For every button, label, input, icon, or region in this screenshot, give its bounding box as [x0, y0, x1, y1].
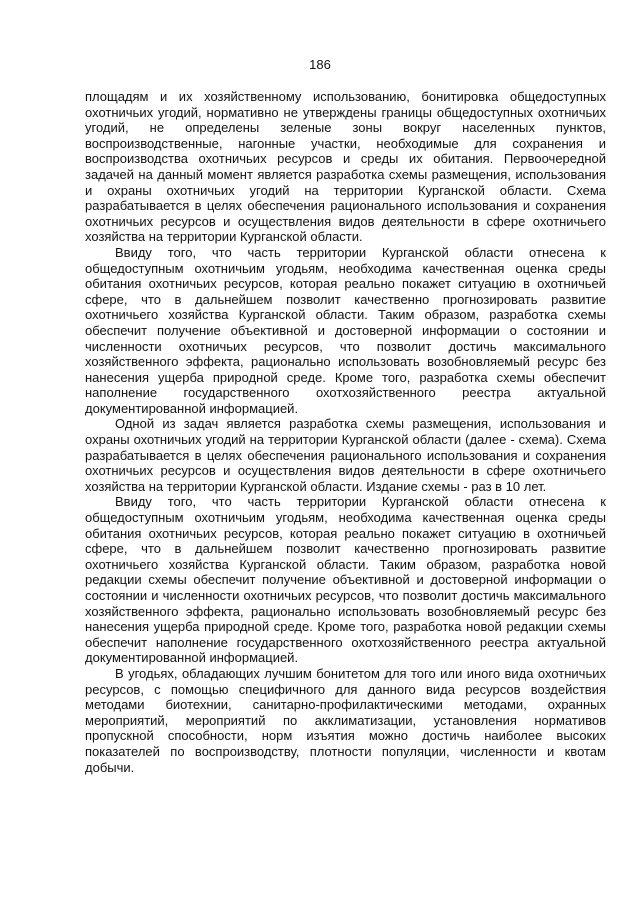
paragraph: Ввиду того, что часть территории Курганской области отнесена к общедоступным охотничьим угодьям, необходима качественная оценка среды обитания охотничьих ресурсов, которая реально покажет ситуацию в охотничьей сфере, что в дальнейшем позволит качественно прогнозировать развитие охотничьего хозяйства Курганской области. Таким образом, разработка новой редакции схемы обеспечит получение объективной и достоверной информации о состоянии и численности охотничьих ресурсов, что позволит достичь максимального хозяйственного эффекта, рационально использовать возобновляемый ресурс без нанесения ущерба природной среде. Кроме того, разработка новой редакции схемы обеспечит наполнение государственного охотхозяйственного реестра актуальной документированной информацией.	[85, 494, 606, 666]
paragraph: Одной из задач является разработка схемы размещения, использования и охраны охотничьих угодий на территории Курганской области (далее - схема). Схема разрабатывается в целях обеспечения рационального использования и сохранения охотничьих ресурсов и осуществления видов деятельности в сфере охотничьего хозяйства на территории Курганской области. Издание схемы - раз в 10 лет.	[85, 416, 606, 494]
paragraph: Ввиду того, что часть территории Курганской области отнесена к общедоступным охотничьим угодьям, необходима качественная оценка среды обитания охотничьих ресурсов, которая реально покажет ситуацию в охотничьей сфере, что в дальнейшем позволит качественно прогнозировать развитие охотничьего хозяйства Курганской области. Таким образом, разработка схемы обеспечит получение объективной и достоверной информации о состоянии и численности охотничьих ресурсов, что позволит достичь максимального хозяйственного эффекта, рационально использовать возобновляемый ресурс без нанесения ущерба природной среде. Кроме того, разработка схемы обеспечит наполнение государственного охотхозяйственного реестра актуальной документированной информацией.	[85, 244, 606, 416]
document-body	[85, 89, 606, 775]
paragraph-continuation: площадям и их хозяйственному использованию, бонитировка общедоступных охотничьих угодий, нормативно не утверждены границы общедоступных охотничьих угодий, не определены зеленые зоны вокруг населенных пунктов, воспроизводственные, нагонные участки, необходимые для сохранения и воспроизводства охотничьих ресурсов и среды их обитания. Первоочередной задачей на данный момент является разработка схемы размещения, использования и охраны охотничьих угодий на территории Курганской области. Схема разрабатывается в целях обеспечения рационального использования и сохранения охотничьих ресурсов и осуществления видов деятельности в сфере охотничьего хозяйства на территории Курганской области.	[85, 89, 606, 245]
paragraph: В угодьях, обладающих лучшим бонитетом для того или иного вида охотничьих ресурсов, с помощью специфичного для данного вида ресурсов воздействия методами биотехнии, санитарно-профилактическими методами, охранных мероприятий, мероприятий по акклиматизации, установления нормативов пропускной способности, норм изъятия можно достичь наиболее высоких показателей по воспроизводству, плотности популяции, численности и квотам добычи.	[85, 665, 606, 775]
page-number: 186	[309, 57, 331, 72]
